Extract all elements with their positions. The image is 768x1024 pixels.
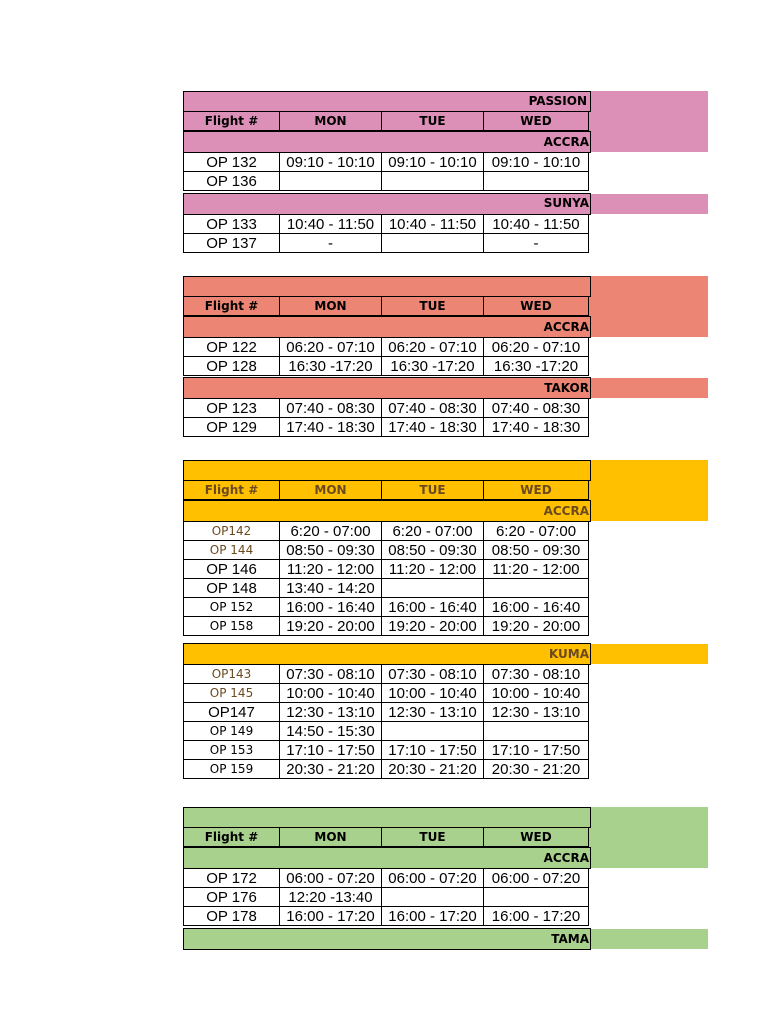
mon-time: 13:40 - 14:20	[280, 579, 382, 598]
wed-time: -	[484, 234, 589, 253]
flight-number: OP147	[184, 703, 280, 722]
wed-time	[484, 172, 589, 191]
flight-number: OP 136	[184, 172, 280, 191]
mon-time: -	[280, 234, 382, 253]
mon-time	[280, 172, 382, 191]
mon-time: 17:10 - 17:50	[280, 741, 382, 760]
wed-time: 09:10 - 10:10	[484, 153, 589, 172]
block-1-section-1-label: ACCRA	[543, 135, 589, 149]
table-row	[184, 357, 589, 376]
mon-time: 16:00 - 16:40	[280, 598, 382, 617]
block-1-column-header	[183, 111, 589, 131]
flight-number: OP 146	[184, 560, 280, 579]
wed-time: 20:30 - 21:20	[484, 760, 589, 779]
block-2-title-frame	[183, 276, 591, 297]
mon-time: 07:30 - 08:10	[280, 665, 382, 684]
flight-number: OP 122	[184, 338, 280, 357]
flight-number: OP 176	[184, 888, 280, 907]
flight-number: OP 128	[184, 357, 280, 376]
flight-number: OP 158	[184, 617, 280, 636]
wed-time: 08:50 - 09:30	[484, 541, 589, 560]
mon-time: 06:20 - 07:10	[280, 338, 382, 357]
wed-time	[484, 722, 589, 741]
col-mon-header: MON	[280, 828, 382, 847]
flight-number: OP 159	[184, 760, 280, 779]
table-row	[184, 560, 589, 579]
block-2-section-1-label: ACCRA	[543, 320, 589, 334]
mon-time: 12:20 -13:40	[280, 888, 382, 907]
flight-number: OP 149	[184, 722, 280, 741]
table-row	[184, 760, 589, 779]
col-mon-header: MON	[280, 112, 382, 131]
block-2-table-2	[183, 398, 589, 437]
flight-number: OP 132	[184, 153, 280, 172]
flight-number: OP 148	[184, 579, 280, 598]
block-2-section-2-label: TAKOR	[544, 381, 589, 395]
block-1-title: PASSION	[528, 94, 587, 108]
wed-time	[484, 888, 589, 907]
tue-time: 07:40 - 08:30	[382, 399, 484, 418]
mon-time: 20:30 - 21:20	[280, 760, 382, 779]
wed-time: 6:20 - 07:00	[484, 522, 589, 541]
tue-time	[382, 579, 484, 598]
col-wed-header: WED	[484, 112, 589, 131]
mon-time: 14:50 - 15:30	[280, 722, 382, 741]
table-row	[184, 703, 589, 722]
block-3-section-1-label: ACCRA	[543, 504, 589, 518]
wed-time: 16:30 -17:20	[484, 357, 589, 376]
col-tue-header: TUE	[382, 297, 484, 316]
block-4-section-2-label: TAMA	[551, 932, 589, 946]
wed-time: 10:40 - 11:50	[484, 215, 589, 234]
mon-time: 6:20 - 07:00	[280, 522, 382, 541]
col-wed-header: WED	[484, 828, 589, 847]
tue-time	[382, 234, 484, 253]
flight-number: OP 172	[184, 869, 280, 888]
wed-time: 11:20 - 12:00	[484, 560, 589, 579]
mon-time: 09:10 - 10:10	[280, 153, 382, 172]
col-tue-header: TUE	[382, 828, 484, 847]
tue-time: 17:40 - 18:30	[382, 418, 484, 437]
tue-time: 07:30 - 08:10	[382, 665, 484, 684]
wed-time: 06:00 - 07:20	[484, 869, 589, 888]
tue-time: 10:00 - 10:40	[382, 684, 484, 703]
col-flight-header: Flight #	[184, 297, 280, 316]
block-3-column-header	[183, 480, 589, 500]
block-3-title-frame	[183, 460, 591, 481]
tue-time: 09:10 - 10:10	[382, 153, 484, 172]
wed-time: 17:40 - 18:30	[484, 418, 589, 437]
table-row	[184, 665, 589, 684]
flight-number: OP 145	[184, 684, 280, 703]
wed-time: 16:00 - 16:40	[484, 598, 589, 617]
wed-time: 07:40 - 08:30	[484, 399, 589, 418]
flight-number: OP 123	[184, 399, 280, 418]
table-row	[184, 153, 589, 172]
table-row	[184, 888, 589, 907]
mon-time: 16:30 -17:20	[280, 357, 382, 376]
block-4-table-1	[183, 868, 589, 926]
wed-time	[484, 579, 589, 598]
tue-time: 08:50 - 09:30	[382, 541, 484, 560]
wed-time: 16:00 - 17:20	[484, 907, 589, 926]
flight-number: OP142	[184, 522, 280, 541]
wed-time: 10:00 - 10:40	[484, 684, 589, 703]
flight-number: OP 152	[184, 598, 280, 617]
flight-number: OP143	[184, 665, 280, 684]
tue-time: 11:20 - 12:00	[382, 560, 484, 579]
tue-time: 16:00 - 17:20	[382, 907, 484, 926]
table-row	[184, 215, 589, 234]
mon-time: 19:20 - 20:00	[280, 617, 382, 636]
mon-time: 17:40 - 18:30	[280, 418, 382, 437]
table-row	[184, 172, 589, 191]
tue-time	[382, 172, 484, 191]
wed-time: 07:30 - 08:10	[484, 665, 589, 684]
tue-time: 16:30 -17:20	[382, 357, 484, 376]
flight-number: OP 178	[184, 907, 280, 926]
mon-time: 07:40 - 08:30	[280, 399, 382, 418]
table-row	[184, 741, 589, 760]
tue-time	[382, 722, 484, 741]
col-mon-header: MON	[280, 481, 382, 500]
flight-number: OP 144	[184, 541, 280, 560]
tue-time: 10:40 - 11:50	[382, 215, 484, 234]
tue-time: 6:20 - 07:00	[382, 522, 484, 541]
wed-time: 12:30 - 13:10	[484, 703, 589, 722]
table-row	[184, 722, 589, 741]
table-row	[184, 684, 589, 703]
mon-time: 12:30 - 13:10	[280, 703, 382, 722]
col-wed-header: WED	[484, 297, 589, 316]
table-row	[184, 338, 589, 357]
flight-number: OP 153	[184, 741, 280, 760]
block-4-title-frame	[183, 807, 591, 828]
block-1-table-2	[183, 214, 589, 253]
col-wed-header: WED	[484, 481, 589, 500]
block-4-column-header	[183, 827, 589, 847]
block-3-table-1	[183, 521, 589, 636]
col-tue-header: TUE	[382, 112, 484, 131]
table-row	[184, 234, 589, 253]
mon-time: 10:00 - 10:40	[280, 684, 382, 703]
table-row	[184, 869, 589, 888]
tue-time: 06:00 - 07:20	[382, 869, 484, 888]
table-row	[184, 399, 589, 418]
table-row	[184, 598, 589, 617]
block-2-column-header	[183, 296, 589, 316]
wed-time: 19:20 - 20:00	[484, 617, 589, 636]
col-flight-header: Flight #	[184, 112, 280, 131]
mon-time: 06:00 - 07:20	[280, 869, 382, 888]
block-1-section-2-label: SUNYA	[543, 196, 589, 210]
tue-time: 06:20 - 07:10	[382, 338, 484, 357]
wed-time: 17:10 - 17:50	[484, 741, 589, 760]
tue-time: 12:30 - 13:10	[382, 703, 484, 722]
block-2-table-1	[183, 337, 589, 376]
tue-time: 16:00 - 16:40	[382, 598, 484, 617]
flight-number: OP 129	[184, 418, 280, 437]
table-row	[184, 617, 589, 636]
table-row	[184, 579, 589, 598]
tue-time: 19:20 - 20:00	[382, 617, 484, 636]
tue-time: 17:10 - 17:50	[382, 741, 484, 760]
mon-time: 08:50 - 09:30	[280, 541, 382, 560]
table-row	[184, 541, 589, 560]
col-mon-header: MON	[280, 297, 382, 316]
tue-time	[382, 888, 484, 907]
flight-number: OP 133	[184, 215, 280, 234]
block-1-table-1	[183, 152, 589, 191]
flight-number: OP 137	[184, 234, 280, 253]
col-flight-header: Flight #	[184, 481, 280, 500]
mon-time: 16:00 - 17:20	[280, 907, 382, 926]
block-3-table-2	[183, 664, 589, 779]
table-row	[184, 907, 589, 926]
block-3-section-2-label: KUMA	[548, 647, 589, 661]
mon-time: 10:40 - 11:50	[280, 215, 382, 234]
mon-time: 11:20 - 12:00	[280, 560, 382, 579]
col-flight-header: Flight #	[184, 828, 280, 847]
col-tue-header: TUE	[382, 481, 484, 500]
tue-time: 20:30 - 21:20	[382, 760, 484, 779]
block-4-section-1-label: ACCRA	[543, 851, 589, 865]
table-row	[184, 522, 589, 541]
wed-time: 06:20 - 07:10	[484, 338, 589, 357]
table-row	[184, 418, 589, 437]
